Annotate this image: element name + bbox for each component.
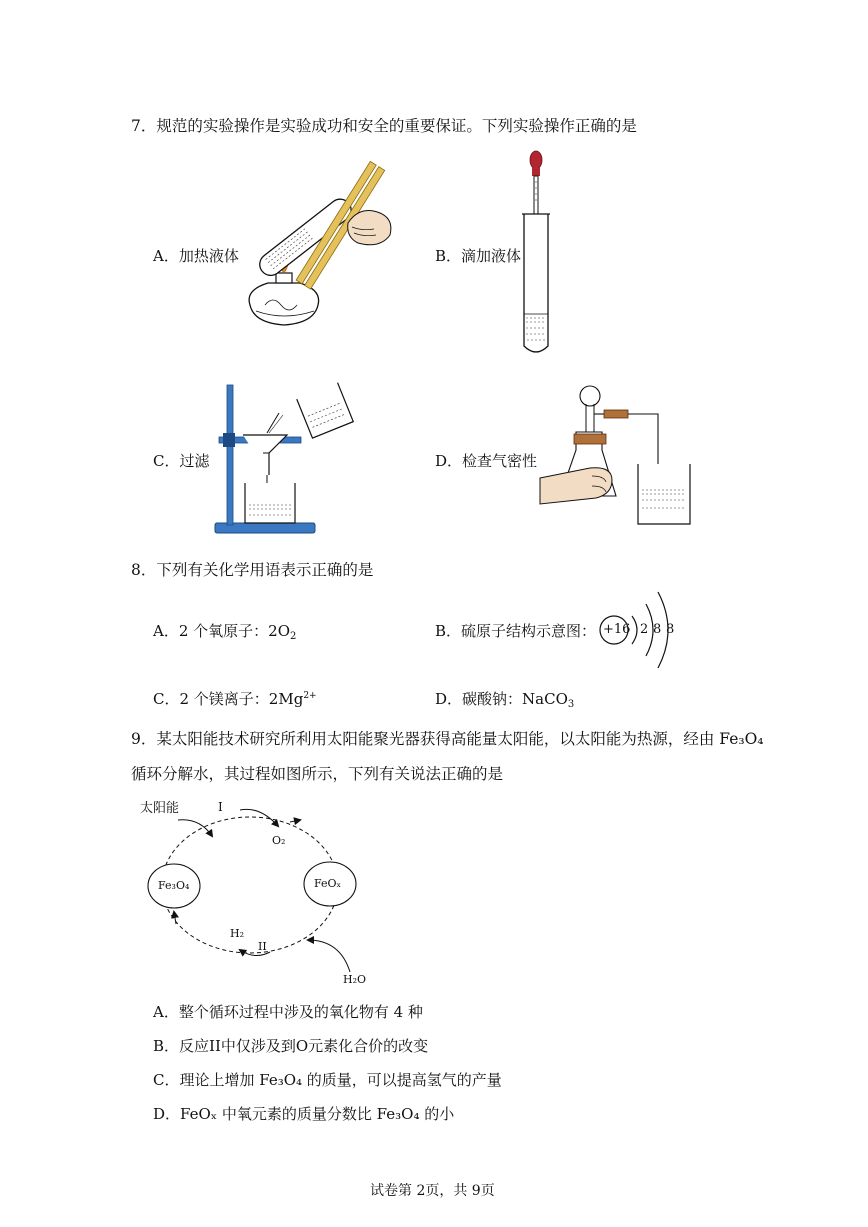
q8-option-b[interactable]: [435, 620, 596, 641]
h2-label: H₂: [230, 927, 245, 940]
q8-d-formula: NaCO: [522, 690, 568, 708]
q8-a-sub: 2: [290, 631, 297, 642]
o2-label: O₂: [272, 834, 286, 847]
sulfur-shell-1: 2: [640, 622, 649, 637]
q8-stem: 8．下列有关化学用语表示正确的是: [131, 561, 374, 579]
q8-a-prefix: A．2 个氧原子：: [153, 622, 269, 640]
q8-c-formula: 2Mg: [268, 690, 304, 708]
q8-d-sub: 3: [567, 699, 575, 710]
q7-option-b[interactable]: B．滴加液体: [435, 247, 522, 265]
sulfur-shell-3: 8: [666, 622, 675, 637]
q7-option-a[interactable]: A．加热液体: [153, 247, 239, 265]
sulfur-shell-2: 8: [653, 622, 662, 637]
q9-option-b[interactable]: B．反应II中仅涉及到O元素化合价的改变: [153, 1037, 429, 1055]
feox-node-label: FeOₓ: [314, 877, 342, 890]
q7-stem: 7．规范的实验操作是实验成功和安全的重要保证。下列实验操作正确的是: [131, 117, 637, 135]
sulfur-nucleus-label: +16: [603, 622, 631, 637]
solar-energy-label: 太阳能: [140, 801, 180, 816]
q9-stem-line1: 9．某太阳能技术研究所利用太阳能聚光器获得高能量太阳能，以太阳能为热源，经由 Fe₃O₄: [131, 730, 764, 748]
q9-stem-line2: 循环分解水，其过程如图所示，下列有关说法正确的是: [131, 765, 504, 783]
h2o-label: H₂O: [343, 973, 367, 986]
q8-c-prefix: C．2 个镁离子：: [153, 690, 269, 708]
airtightness-figure: [540, 380, 695, 530]
q7-option-c[interactable]: C．过滤: [153, 452, 210, 470]
fe3o4-cycle-diagram: [140, 800, 380, 990]
step-2-label: II: [258, 940, 267, 953]
heating-liquid-figure: [230, 165, 400, 335]
q7-option-d[interactable]: D．检查气密性: [435, 452, 538, 470]
q9-option-a[interactable]: A．整个循环过程中涉及的氧化物有 4 种: [153, 1003, 423, 1021]
fe3o4-node-label: Fe₃O₄: [158, 879, 190, 892]
q9-option-c[interactable]: C．理论上增加 Fe₃O₄ 的质量，可以提高氢气的产量: [153, 1071, 502, 1089]
q8-b-prefix: B．硫原子结构示意图：: [435, 622, 597, 640]
q8-c-sup: 2+: [303, 691, 317, 701]
q8-option-c[interactable]: [153, 688, 317, 709]
q8-option-a[interactable]: [153, 620, 296, 642]
step-1-label: I: [218, 800, 223, 814]
dropper-figure: [520, 150, 560, 360]
q9-option-d[interactable]: D．FeOₓ 中氧元素的质量分数比 Fe₃O₄ 的小: [153, 1105, 455, 1123]
q8-d-prefix: D．碳酸钠：: [435, 690, 523, 708]
q8-a-formula: 2O: [268, 622, 290, 640]
page-footer: 试卷第 2页，共 9页: [370, 1183, 495, 1199]
q8-option-d[interactable]: [435, 688, 574, 710]
filtration-figure: [205, 375, 365, 540]
